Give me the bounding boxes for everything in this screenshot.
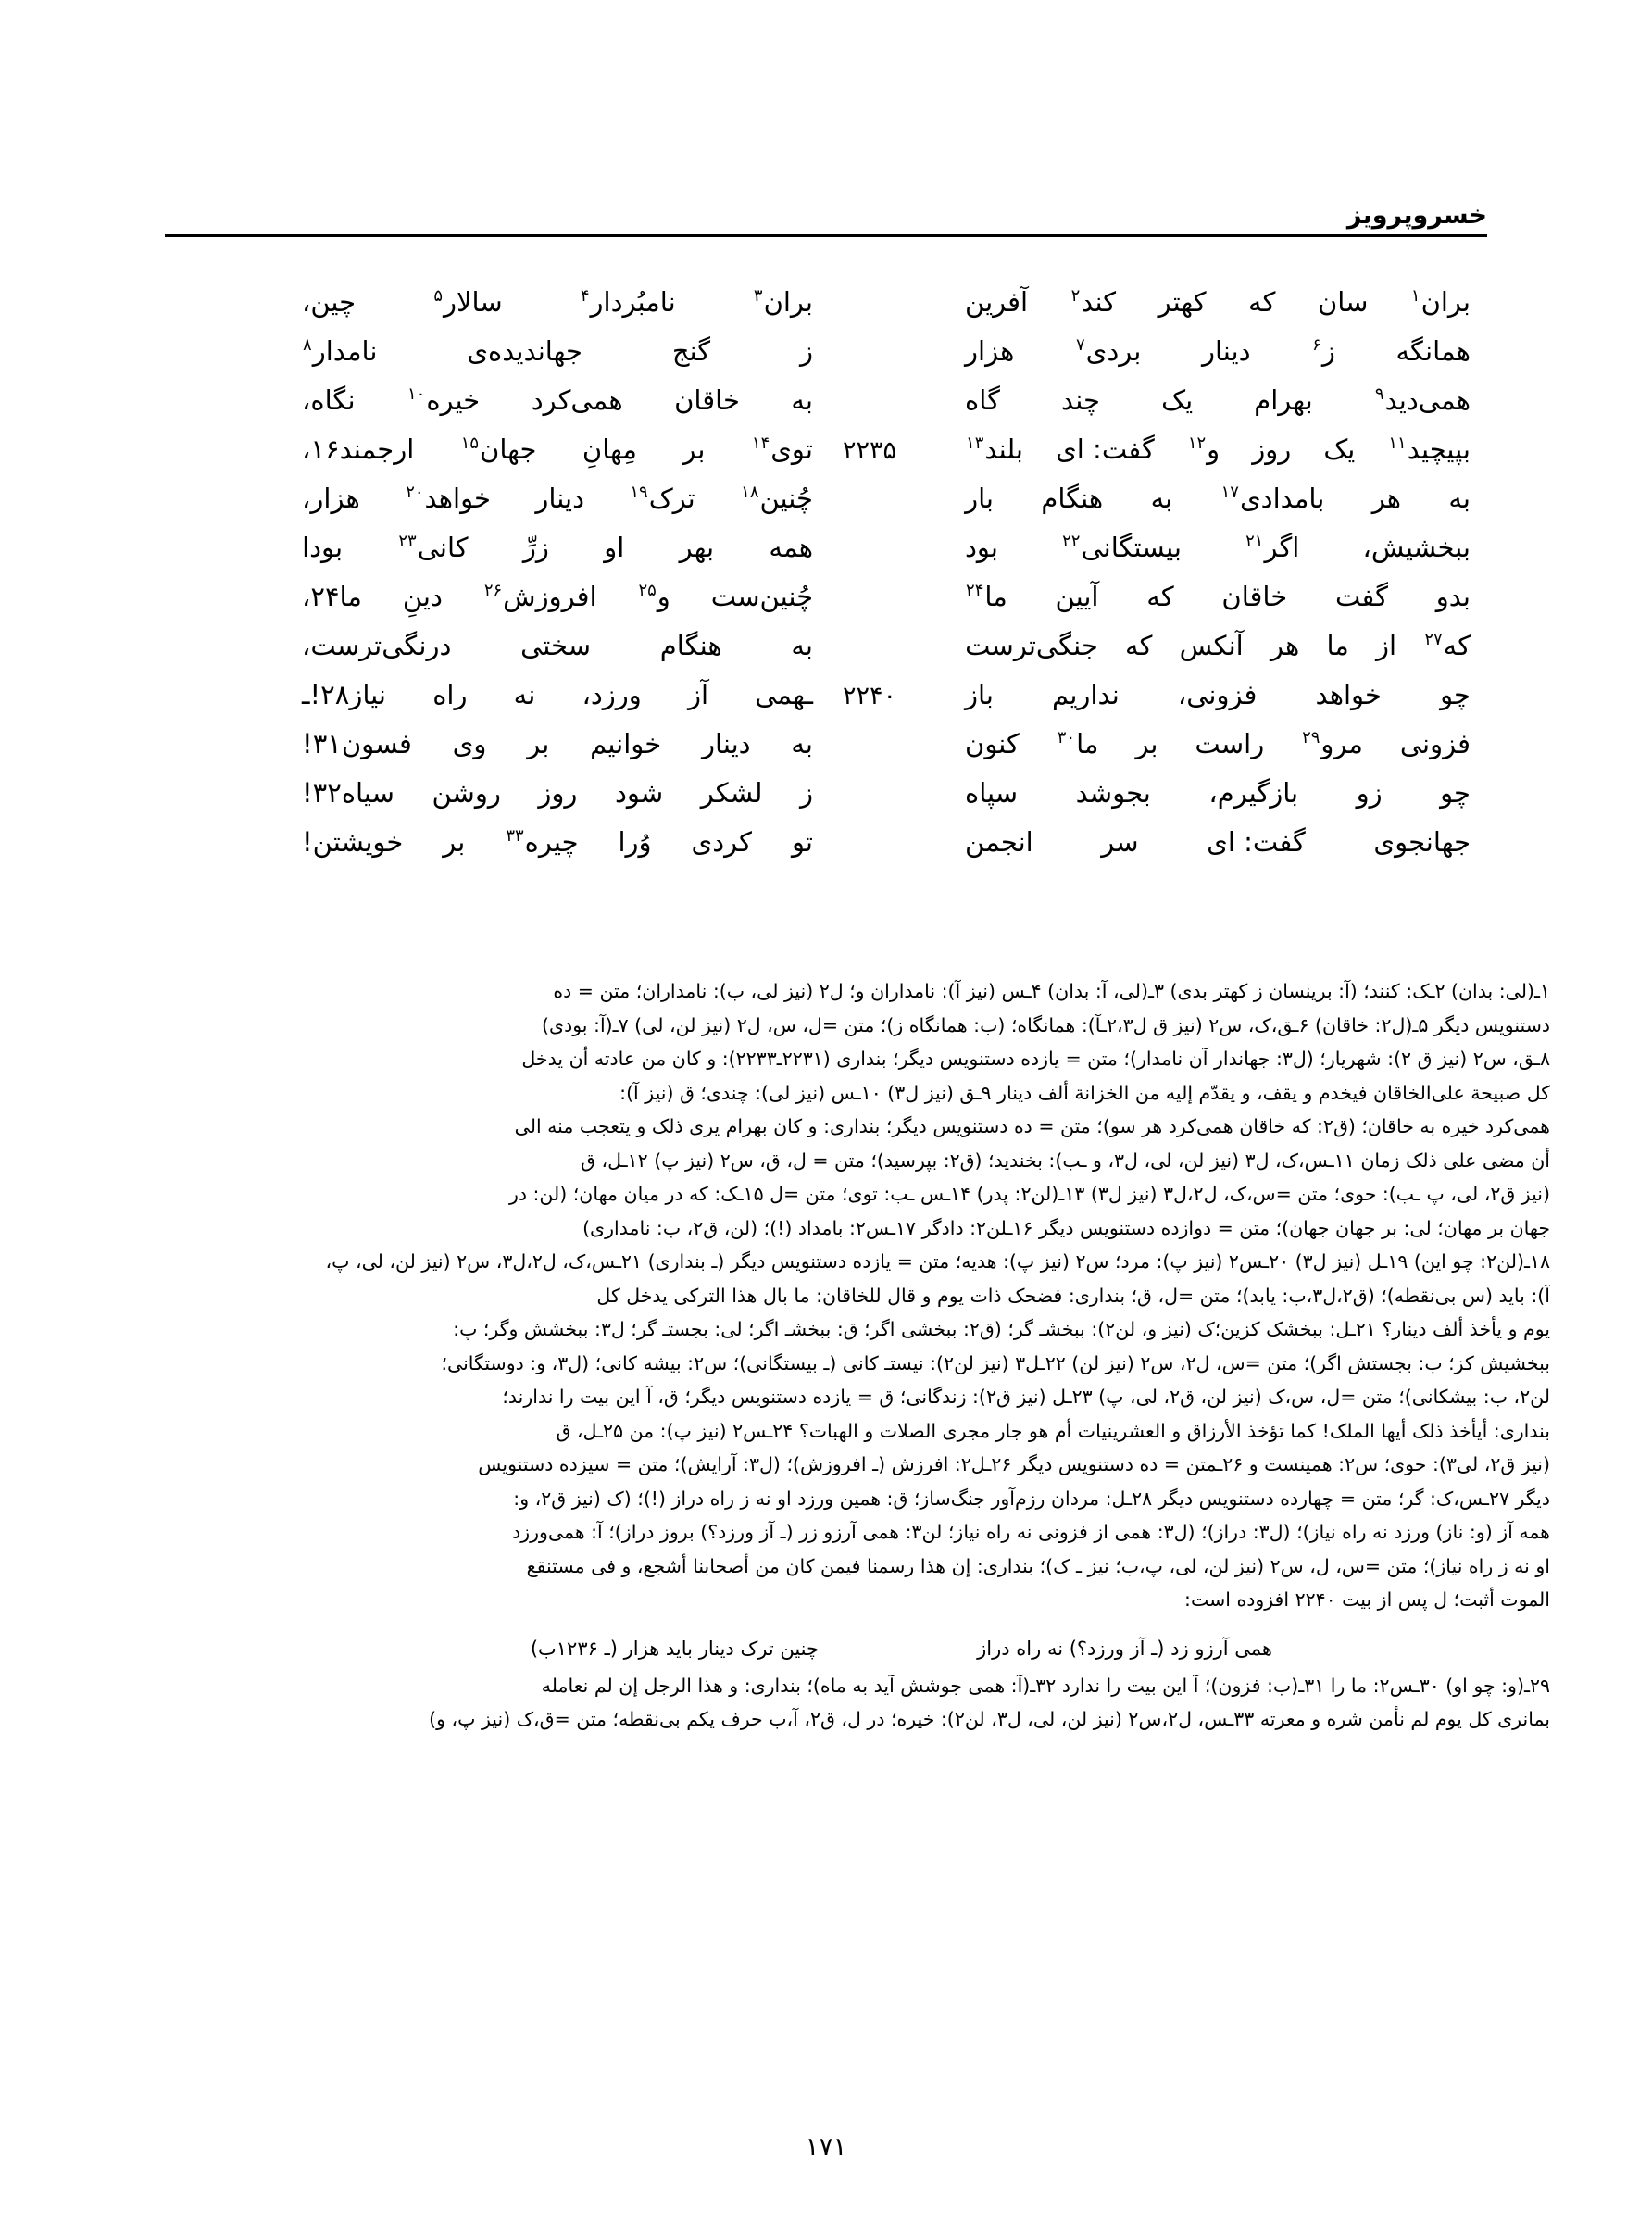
verse-word: ببخشیش، xyxy=(1362,532,1471,563)
verse-word: ما۲۴، xyxy=(302,581,362,612)
verse-number: ۲۲۳۵ xyxy=(843,436,897,465)
verse-word: راه xyxy=(432,679,468,710)
verse-word: روز xyxy=(538,777,578,809)
verse-word: کند$^۲$ xyxy=(1070,286,1117,318)
verse-word: هزار، xyxy=(302,483,360,514)
hemistich-right xyxy=(941,327,1487,376)
verse-word: چُنین‌ست xyxy=(710,581,813,612)
verse-word: هر xyxy=(1270,630,1300,661)
verse-word: بر xyxy=(1135,728,1158,759)
verse-word: آنکس xyxy=(1179,630,1244,661)
hemistich-right xyxy=(941,523,1487,572)
verse-word: هنگام xyxy=(1041,483,1104,514)
apparatus-extra-verse xyxy=(102,1628,1550,1669)
hemistich-right xyxy=(941,769,1487,818)
verse-word: زو xyxy=(1356,777,1383,809)
hemistich-left xyxy=(291,621,837,671)
verse-word: چو xyxy=(1440,679,1471,710)
verse-line xyxy=(165,523,1487,572)
verse-word: نامدار$^۸$ xyxy=(303,335,378,367)
footnote-marker: ۱۳ xyxy=(966,433,984,454)
verse-word: که xyxy=(1146,581,1174,612)
verse-word: همی‌کرد xyxy=(531,384,623,416)
verse-word: بر xyxy=(527,728,550,759)
verse-word: ترک$^{۱۹}$ xyxy=(630,483,695,514)
verse-word: چُنین$^{۱۸}$ xyxy=(741,483,813,514)
verse-word: چند xyxy=(1061,384,1100,416)
verse-word: چیره$^{۳۳}$ xyxy=(506,826,579,858)
verse-word: راست xyxy=(1195,728,1265,759)
footnote-marker: ۱۱ xyxy=(1388,433,1407,454)
verse-word: هزار xyxy=(965,335,1015,367)
verse-word: افروزش$^{۲۶}$ xyxy=(483,581,597,612)
verse-word: گاه xyxy=(965,384,1000,416)
verse-block xyxy=(165,278,1487,867)
verse-word: کنون xyxy=(965,728,1020,759)
verse-line xyxy=(165,671,1487,720)
verse-word: ارجمند۱۶، xyxy=(302,433,415,465)
verse-word: جهان$^{۱۵}$ xyxy=(460,433,537,465)
verse-word: خوانیم xyxy=(590,728,662,759)
footnote-marker: ۲ xyxy=(1070,286,1081,307)
verse-word: ما xyxy=(1326,630,1349,661)
verse-word: بپیچید$^{۱۱}$ xyxy=(1388,433,1471,465)
verse-word: چین، xyxy=(302,286,357,318)
hemistich-left xyxy=(291,376,837,425)
verse-word: توی$^{۱۴}$ xyxy=(751,433,813,465)
apparatus-line: أن مضی علی ذلک زمان ۱۱ـس،ک، ل۳ (نیز لن، لی، ل۳، و ـب): بخندید؛ (ق۲: بپرسید)؛ متن = ل، ق، س۲ (نیز پ) ۱۲ـل، ق xyxy=(581,1148,1550,1172)
verse-word: سان xyxy=(1317,286,1369,318)
verse-word: کردی xyxy=(691,826,752,858)
verse-word: به xyxy=(791,728,813,759)
verse-word: لشکر xyxy=(700,777,763,809)
verse-word: بودا xyxy=(302,532,344,563)
verse-word: بران$^۳$ xyxy=(753,286,813,318)
hemistich-right xyxy=(941,621,1487,671)
running-head-title: خسروپرویز xyxy=(1346,201,1487,230)
verse-word: ز$^۶$ xyxy=(1312,335,1335,367)
verse-line xyxy=(165,818,1487,867)
verse-word: بامدادی$^{۱۷}$ xyxy=(1220,483,1325,514)
footnote-marker: ۱ xyxy=(1410,286,1420,307)
hemistich-left xyxy=(291,425,837,474)
verse-word: گفت: ای xyxy=(1056,433,1155,465)
verse-word: وی xyxy=(452,728,487,759)
hemistich-left xyxy=(291,671,837,720)
verse-line xyxy=(165,425,1487,474)
verse-word: خاقان xyxy=(674,384,740,416)
footnote-marker: ۲۶ xyxy=(483,581,503,601)
verse-word: به xyxy=(1448,483,1471,514)
footnote-marker: ۱۹ xyxy=(630,483,648,503)
footnote-marker: ۲۷ xyxy=(1424,630,1443,650)
footnote-marker: ۲۴ xyxy=(966,581,984,601)
hemistich-left xyxy=(291,720,837,769)
verse-word: سر xyxy=(1101,826,1139,858)
verse-word: وُرا xyxy=(618,826,652,858)
verse-word: کهتر xyxy=(1158,286,1207,318)
verse-word: مرو$^{۲۹}$ xyxy=(1302,728,1363,759)
apparatus-line: (نیز ق۲، لی۳): حوی؛ س۲: همینست و ۲۶ـمتن = ده دستنویس دیگر ۲۶ـل۲: افرزش (ـ افروزش)؛ (ل۳: آرایش)؛ متن = سیزده دستنویس xyxy=(478,1453,1550,1475)
hemistich-left xyxy=(291,572,837,621)
apparatus-line: الموت أثبت؛ ل پس از بیت ۲۲۴۰ افزوده است: xyxy=(1184,1588,1550,1611)
hemistich-right xyxy=(941,278,1487,327)
footnote-marker: ۱۸ xyxy=(741,483,759,503)
apparatus-line: ببخشیش کز؛ ب: بجستش اگر)؛ متن =س، ل۲، س۲ (نیز لن) ۲۲ـل۳ (نیز لن۲): نیستـ کانی (ـ بیستگانی)؛ س۲: بیشه کانی؛ (ل۳، و: دوستگانی؛ xyxy=(441,1351,1550,1374)
verse-line xyxy=(165,720,1487,769)
apparatus-line: دستنویس دیگر ۵ـ(ل۲: خاقان) ۶ـق،ک، س۲ (نیز ق ل۲،۳ـآ): همانگاه؛ (ب: همانگاه ز)؛ متن =ل، س، ل۲ (نیز لن، لی) ۷ـ(آ: بودی) xyxy=(542,1013,1550,1036)
page-number: ۱۷۱ xyxy=(805,2131,847,2162)
verse-word: گنج xyxy=(671,335,711,367)
critical-apparatus xyxy=(102,974,1550,1737)
apparatus-line: ۱۸ـ(لن۲: چو این) ۱۹ـل (نیز ل۳) ۲۰ـس۲ (نیز پ): مرد؛ س۲ (نیز پ): هدیه؛ متن = یازده دستنویس دیگر (ـ بنداری) ۲۱ـس،ک، ل۲،ل۳، س۲ (نیز لن، لی، پ، xyxy=(325,1250,1550,1273)
footnote-marker: ۲۰ xyxy=(406,483,424,503)
running-head-zone xyxy=(165,172,1487,237)
verse-word: آفرین xyxy=(965,286,1029,318)
verse-word: همه xyxy=(769,532,813,563)
verse-word: بران$^۱$ xyxy=(1410,286,1471,318)
verse-word: سالار$^۵$ xyxy=(433,286,503,318)
verse-word: گفت xyxy=(1334,581,1388,612)
apparatus-line: جهان بر مهان؛ لی: بر جهان جهان)؛ متن = دوازده دستنویس دیگر ۱۶ـلن۲: دادگر ۱۷ـس۲: بامداد (!)؛ (لن، ق۲، ب: نامداری) xyxy=(582,1216,1550,1239)
verse-word: ما$^{۳۰}$ xyxy=(1057,728,1099,759)
verse-word: آیین xyxy=(1055,581,1099,612)
verse-word: بر xyxy=(682,433,706,465)
verse-word: نیاز۲۸!ـ xyxy=(302,679,386,710)
verse-line xyxy=(165,769,1487,818)
hemistich-left xyxy=(291,474,837,523)
verse-line xyxy=(165,474,1487,523)
verse-word: به xyxy=(791,384,813,416)
verse-word: و$^{۱۲}$ xyxy=(1187,433,1220,465)
verse-word: هر xyxy=(1371,483,1401,514)
footnote-marker: ۹ xyxy=(1374,384,1384,405)
verse-word: خواهد xyxy=(1315,679,1382,710)
apparatus-line: ۸ـق، س۲ (نیز ق ۲): شهریار؛ (ل۳: جهاندار آن نامدار)؛ متن = یازده دستنویس دیگر؛ بنداری (۲۲۳۱ـ۲۲۳۳): و کان من عادته أن یدخل xyxy=(521,1048,1550,1070)
verse-word: بار xyxy=(965,483,994,514)
verse-line xyxy=(165,376,1487,425)
apparatus-line: (نیز ق۲، لی، پ ـب): حوی؛ متن =س،ک، ل۲،ل۳ (نیز ل۳) ۱۳ـ(لن۲: پدر) ۱۴ـس ـب: توی؛ متن =ل ۱۵ـک: که در میان مهان؛ (لن: در xyxy=(508,1183,1550,1205)
hemistich-left xyxy=(291,818,837,867)
verse-word: بر xyxy=(443,826,466,858)
verse-word: سیاه۳۲! xyxy=(302,777,394,809)
verse-word: و$^{۲۵}$ xyxy=(638,581,670,612)
verse-word: دینار xyxy=(535,483,584,514)
hemistich-right xyxy=(941,376,1487,425)
verse-word: بدو xyxy=(1435,581,1471,612)
verse-word: خویشتن! xyxy=(302,826,404,858)
verse-word: گفت: ای xyxy=(1207,826,1306,858)
apparatus-verse-hemistich-left: چنین ترک دینار باید هزار (ـ ۱۲۳۶ب) xyxy=(530,1637,819,1660)
verse-word: خیره$^{۱۰}$ xyxy=(407,384,481,416)
footnote-marker: ۳۳ xyxy=(506,826,524,847)
verse-word: سختی xyxy=(520,630,592,661)
verse-word: روشن xyxy=(432,777,501,809)
verse-word: ما$^{۲۴}$ xyxy=(966,581,1007,612)
footnote-marker: ۲۳ xyxy=(398,532,417,552)
verse-word: دینار xyxy=(701,728,751,759)
verse-word: خواهد$^{۲۰}$ xyxy=(406,483,491,514)
verse-word: ز xyxy=(799,777,813,809)
verse-line xyxy=(165,572,1487,621)
hemistich-right xyxy=(941,818,1487,867)
verse-number: ۲۲۴۰ xyxy=(843,682,897,710)
hemistich-right xyxy=(941,474,1487,523)
verse-word: جهانجوی xyxy=(1373,826,1471,858)
hemistich-right xyxy=(941,425,1487,474)
verse-word: شود xyxy=(614,777,664,809)
verse-word: اگر$^{۲۱}$ xyxy=(1245,532,1300,563)
verse-word: بازگیرم، xyxy=(1208,777,1299,809)
apparatus-verse-hemistich-right: همی آرزو زد (ـ آز ورزد؟) نه راه دراز xyxy=(977,1637,1272,1660)
verse-word: همی‌دید$^۹$ xyxy=(1374,384,1471,416)
verse-word: به xyxy=(791,630,813,661)
verse-word: همانگه xyxy=(1395,335,1471,367)
footnote-marker: ۲۹ xyxy=(1302,728,1320,748)
verse-word: هنگام xyxy=(659,630,722,661)
verse-word: فسون۳۱! xyxy=(302,728,412,759)
verse-word: درنگی‌ترست، xyxy=(302,630,452,661)
verse-line xyxy=(165,621,1487,671)
verse-word: آز xyxy=(687,679,708,710)
footnote-marker: ۱۲ xyxy=(1187,433,1207,454)
verse-word: زرِّ xyxy=(522,532,549,563)
footnote-marker: ۱۴ xyxy=(751,433,770,454)
footnote-marker: ۶ xyxy=(1312,335,1321,356)
apparatus-line: همی‌کرد خیره به خاقان؛ (ق۲: که خاقان همی‌کرد هر سو)؛ متن = ده دستنویس دیگر؛ بنداری: و کان بهرام یری ذلک و یتعجب منه الی xyxy=(514,1115,1550,1137)
hemistich-left xyxy=(291,278,837,327)
verse-word: یک xyxy=(1323,433,1356,465)
verse-word: نه xyxy=(513,679,536,710)
verse-word: که xyxy=(1125,630,1153,661)
verse-word: فزونی، xyxy=(1177,679,1258,710)
header-rule-divider xyxy=(165,234,1487,237)
footnote-marker: ۲۲ xyxy=(1062,532,1081,552)
verse-word: نگاه، xyxy=(302,384,356,416)
apparatus-line: بمانری کل یوم لم نأمن شره و معرته ۳۳ـس، ل۲،س۲ (نیز لن، لی، ل۳، لن۲): خیره؛ در ل، ق۲، آ،ب حرف یکم بی‌نقطه؛ متن =ق،ک (نیز پ، و) xyxy=(429,1708,1550,1730)
apparatus-line: دیگر ۲۷ـس،ک: گر؛ متن = چهارده دستنویس دیگر ۲۸ـل: مردان رزم‌آور جنگ‌ساز؛ ق: همین ورزد او نه ز راه دراز (!)؛ (ک (نیز ق۲، و: xyxy=(513,1487,1550,1510)
verse-word: مِهانِ xyxy=(582,433,637,465)
apparatus-line: کل صبیحة علی‌الخاقان فیخدم و یقف، و یقدّم إلیه من الخزانة ألف دینار ۹ـق (نیز ل۳) ۱۰ـس (نیز لی): چندی؛ ق (نیز آ): xyxy=(620,1081,1550,1104)
verse-word: جهاندیده‌ی xyxy=(467,335,582,367)
verse-word: کانی$^{۲۳}$ xyxy=(398,532,469,563)
verse-line xyxy=(165,327,1487,376)
footnote-marker: ۳۰ xyxy=(1057,728,1076,748)
verse-word: به xyxy=(1150,483,1173,514)
footnote-marker: ۱۰ xyxy=(407,384,426,405)
apparatus-line: او نه ز راه نیاز)؛ متن =س، ل، س۲ (نیز لن، لی، پ،ب؛ نیز ـ ک)؛ بنداری: إن هذا رسمنا فیمن کان من أصحابنا أشجع، و فی مستنقع xyxy=(526,1554,1550,1577)
footnote-marker: ۸ xyxy=(303,335,312,356)
apparatus-line: ۱ـ(لی: بدان) ۲ـک: کنند؛ (آ: برینسان ز کهتر بدی) ۳ـ(لی، آ: بدان) ۴ـس (نیز آ): نامداران و؛ ل۲ (نیز لی، ب): نامداران؛ متن = ده xyxy=(553,980,1550,1002)
verse-word: بهر xyxy=(679,532,715,563)
verse-word: بلند$^{۱۳}$ xyxy=(966,433,1024,465)
verse-line xyxy=(165,278,1487,327)
verse-word: دینار xyxy=(1201,335,1251,367)
verse-word: انجمن xyxy=(965,826,1033,858)
footnote-marker: ۳ xyxy=(753,286,763,307)
verse-word: از xyxy=(1376,630,1397,661)
hemistich-right xyxy=(941,572,1487,621)
hemistich-left xyxy=(291,523,837,572)
apparatus-line: آ): باید (س بی‌نقطه)؛ (ق۲،ل۳،ب: یابد)؛ متن =ل، ق؛ بنداری: فضحک ذات یوم و قال للخاقان: ما بال هذا الترکی یدخل کل xyxy=(596,1284,1550,1307)
verse-word: نداریم xyxy=(1052,679,1120,710)
footnote-marker: ۷ xyxy=(1076,335,1085,356)
footnote-marker: ۱۵ xyxy=(460,433,480,454)
verse-word: ـهمی xyxy=(755,679,813,710)
verse-word: چو xyxy=(1440,777,1471,809)
apparatus-line: لن۲، ب: بیشکانی)؛ متن =ل، س،ک (نیز لن، ق۲، لی، پ) ۲۳ـل (نیز ق۲): زندگانی؛ ق = یازده دستنویس دیگر؛ ق، آ این بیت را ندارند؛ xyxy=(502,1386,1550,1408)
verse-word: خاقان xyxy=(1221,581,1288,612)
verse-word: ز xyxy=(799,335,813,367)
verse-word: دینِ xyxy=(402,581,443,612)
hemistich-right xyxy=(941,671,1487,720)
apparatus-line: همه آز (و: ناز) ورزد نه راه نیاز)؛ (ل۳: دراز)؛ (ل۳: همی از فزونی نه راه نیاز؛ لن۳: همی آرزو زر (ـ آز ورزد؟) بروز دراز)؛ آ: همی‌ورزد xyxy=(512,1521,1550,1543)
verse-word: بیستگانی$^{۲۲}$ xyxy=(1062,532,1182,563)
verse-word: بود xyxy=(965,532,998,563)
hemistich-right xyxy=(941,720,1487,769)
verse-word: سپاه xyxy=(965,777,1019,809)
apparatus-line: ۲۹ـ(و: چو او) ۳۰ـس۲: ما را ۳۱ـ(ب: فزون)؛ آ این بیت را ندارد ۳۲ـ(آ: همی جوشش آید به ماه)؛ بنداری: و هذا الرجل إن لم نعامله xyxy=(541,1674,1550,1697)
apparatus-line: بنداری: أیأخذ ذلک أیها الملک! کما تؤخذ الأرزاق و العشرینیات أم هو جار مجری الصلات و الهبات؟ ۲۴ـس۲ (نیز پ): من ۲۵ـل، ق xyxy=(556,1419,1550,1442)
footnote-marker: ۵ xyxy=(433,286,443,307)
verse-word: روز xyxy=(1252,433,1292,465)
footnote-marker: ۱۷ xyxy=(1220,483,1239,503)
verse-word: او xyxy=(604,532,625,563)
verse-word: بهرام xyxy=(1254,384,1313,416)
verse-word: باز xyxy=(965,679,994,710)
verse-word: که$^{۲۷}$ xyxy=(1424,630,1471,661)
footnote-marker: ۲۱ xyxy=(1245,532,1264,552)
apparatus-line: یوم و یأخذ ألف دینار؟ ۲۱ـل: ببخشک کزین؛ک (نیز و، لن۲): ببخشـ گر؛ (ق۲: ببخشی اگر؛ ق: ببخشـ اگر؛ لی: بجستـ گر؛ ل۳: ببخشش وگر؛ پ: xyxy=(453,1318,1550,1340)
verse-word: که xyxy=(1248,286,1276,318)
verse-word: جنگی‌ترست xyxy=(965,630,1098,661)
footnote-marker: ۴ xyxy=(580,286,590,307)
verse-word: ورزد، xyxy=(582,679,642,710)
verse-word: نامبُردار$^۴$ xyxy=(580,286,676,318)
verse-word: بردی$^۷$ xyxy=(1076,335,1142,367)
verse-word: بجوشد xyxy=(1075,777,1151,809)
verse-word: تو xyxy=(791,826,813,858)
verse-word: فزونی xyxy=(1399,728,1471,759)
hemistich-left xyxy=(291,327,837,376)
footnote-marker: ۲۵ xyxy=(638,581,657,601)
verse-word: یک xyxy=(1161,384,1194,416)
hemistich-left xyxy=(291,769,837,818)
